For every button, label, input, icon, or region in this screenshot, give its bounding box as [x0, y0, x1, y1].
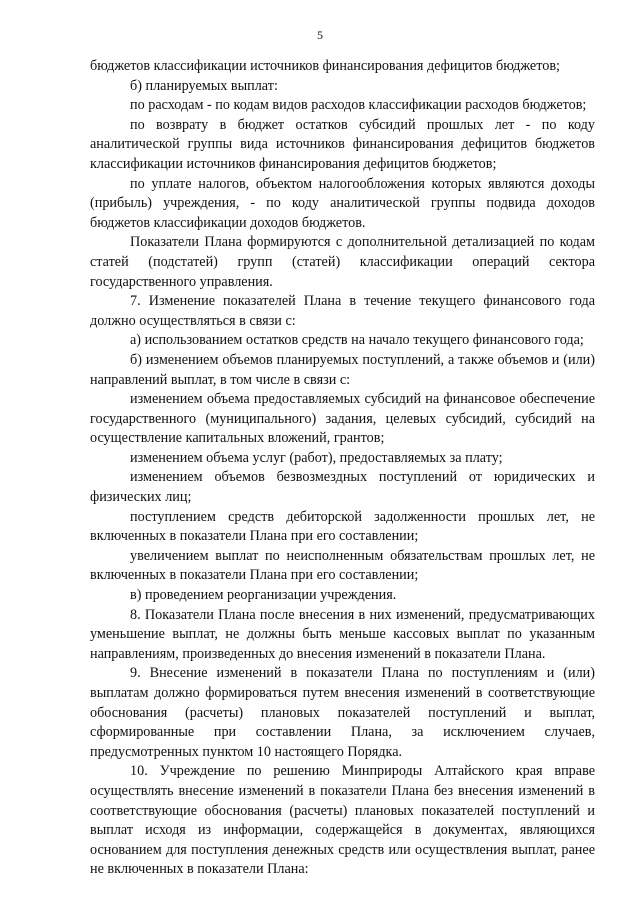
paragraph-item-7: 7. Изменение показателей Плана в течение текущего финансового года должно осуществляться в связи с:	[90, 293, 595, 329]
paragraph-item-10: 10. Учреждение по решению Минприроды Алтайского края вправе осуществлять внесение изменений в показатели Плана без внесения изменений в соответствующие обоснования (расчеты) плановых показателей поступлений и выплат исходя из информации, содержащейся в документах, являющихся основанием для поступления денежных средств или осуществления выплат, ранее не включенных в показатели Плана:	[90, 763, 595, 878]
paragraph-planned-payments: б) планируемых выплат:	[130, 77, 278, 94]
paragraph-gratuitous-receipts: изменением объемов безвозмездных поступлений от юридических и физических лиц;	[90, 469, 595, 506]
paragraph-subsidy-return: по возврату в бюджет остатков субсидий прошлых лет - по коду аналитической группы вида источников финансирования дефицитов бюджетов классификации источников финансирования дефицитов бюджетов;	[90, 116, 595, 172]
paragraph-subsidy-change: изменением объема предоставляемых субсидий на финансовое обеспечение государственного (муниципального) задания, целевых субсидий, субсидий на осуществление капитальных вложений, грантов;	[90, 391, 595, 447]
paragraph-budget-classification: бюджетов классификации источников финансирования дефицитов бюджетов;	[90, 58, 560, 74]
paragraph-item-7c: в) проведением реорганизации учреждения.	[130, 587, 397, 604]
page-number: 5	[317, 28, 323, 42]
paragraph-expenses: по расходам - по кодам видов расходов классификации расходов бюджетов;	[130, 97, 587, 114]
document-body	[90, 57, 595, 880]
paragraph-tax-payment: по уплате налогов, объектом налогообложения которых являются доходы (прибыль) учреждения, - по коду аналитической группы подвида доходов бюджетов классификации доходов бюджетов.	[90, 175, 595, 231]
paragraph-plan-detail: Показатели Плана формируются с дополнительной детализацией по кодам статей (подстатей) групп (статей) классификации операций сектора государственного управления.	[90, 234, 595, 290]
paragraph-unfulfilled-obligations: увеличением выплат по неисполненным обязательствам прошлых лет, не включенных в показатели Плана при его составлении;	[90, 547, 595, 584]
paragraph-item-9: 9. Внесение изменений в показатели Плана по поступлениям и (или) выплатам должно формироваться путем внесения изменений в соответствующие обоснования (расчеты) плановых показателей поступлений и выплат, сформированные при составлении Плана, за исключением случаев, предусмотренных пунктом 10 настоящего Порядка.	[90, 665, 595, 760]
paragraph-item-7a: а) использованием остатков средств на начало текущего финансового года;	[130, 332, 584, 349]
paragraph-item-8: 8. Показатели Плана после внесения в них изменений, предусматривающих уменьшение выплат, не должны быть меньше кассовых выплат по указанным направлениям, произведенных до внесения изменений в показатели Плана.	[90, 606, 595, 662]
paragraph-item-7b: б) изменением объемов планируемых поступлений, а также объемов и (или) направлений выплат, в том числе в связи с:	[90, 351, 595, 388]
paragraph-receivables: поступлением средств дебиторской задолженности прошлых лет, не включенных в показатели Плана при его составлении;	[90, 508, 595, 545]
paragraph-paid-services: изменением объема услуг (работ), предоставляемых за плату;	[130, 449, 503, 466]
